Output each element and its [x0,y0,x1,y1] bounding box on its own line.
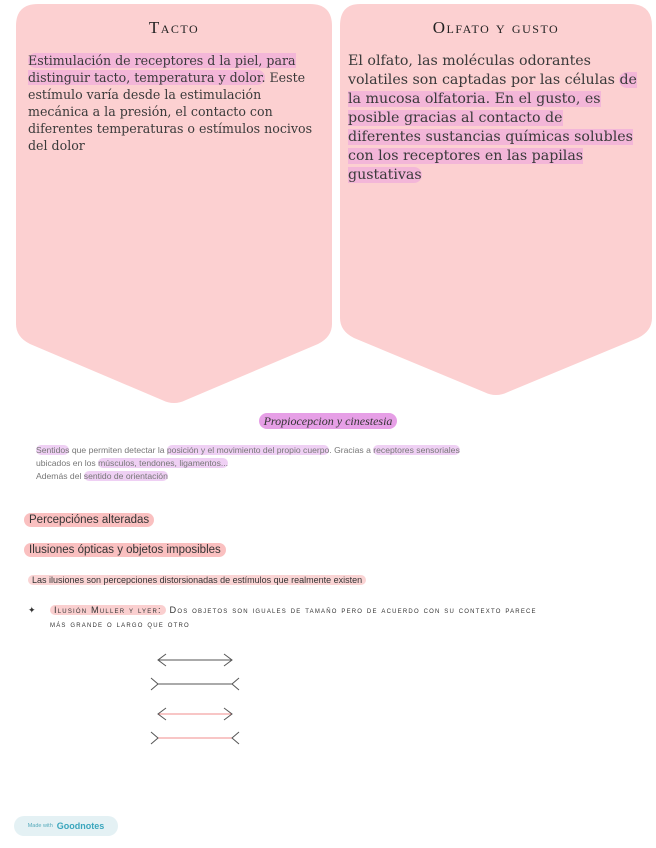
card-tacto-text [28,52,324,154]
prop-seg-3: posición y el movimiento del propio cuerpo [166,445,330,455]
arrow-outward-red [151,732,239,744]
prop-seg-8: Además del [36,471,84,481]
card-olfato-text [348,52,638,185]
arrow-inward-red [158,708,232,720]
propiocepcion-title [0,414,656,429]
ilusiones-note [28,575,366,585]
illusion-gray-pair [151,654,239,690]
percepciones-heading [24,514,154,526]
card-tacto-title: Tacto [148,18,200,37]
prop-seg-2: que permiten detectar la [69,445,167,455]
prop-seg-7: músculos, tendones, ligamentos... [98,458,229,468]
card-olfato-text-a: El olfato, las moléculas odorantes volatiles son captadas por las células [348,53,620,88]
arrow-outward-gray [151,678,239,690]
prop-seg-1: Sentidos [36,445,70,455]
prop-seg-9: sentido de orientación [83,471,168,481]
bullet-muller-lyer-label: Ilusión Muller y lyer: [50,605,166,615]
muller-lyer-illusion [148,650,248,750]
bullet-muller-lyer [28,603,548,631]
bullet-muller-lyer-text [50,603,548,631]
card-olfato-text-highlight: de la mucosa olfatoria. En el gusto, es posible gracias al contacto de diferentes sustancias químicas solubles con los receptores en las papilas gustativas [348,72,637,183]
illusion-red-pair [151,708,239,744]
propiocepcion-title-text: Propiocepcion y cinestesia [259,413,398,429]
goodnotes-badge[interactable] [14,816,118,836]
propiocepcion-paragraph [36,444,626,483]
prop-seg-6: ubicados en los [36,458,99,468]
prop-seg-5: receptores sensoriales [373,445,460,455]
prop-seg-4: . Gracias a [329,445,374,455]
card-olfato-title: Olfato y gusto [432,18,560,37]
card-tacto-text-highlight: Estimulación de receptores d la piel, para distinguir tacto, temperatura y dolor. [28,53,296,85]
bullet-star-icon: ✦ [28,605,37,615]
ilusiones-subheading-text: Ilusiones ópticas y objetos imposibles [24,543,226,557]
bullet-muller-lyer-desc: Dos objetos son iguales de tamaño pero de acuerdo con su contexto parece más grande o largo que otro [50,605,537,629]
ilusiones-note-text: Las ilusiones son percepciones distorsionadas de estímulos que realmente existen [28,575,366,585]
badge-brand: Goodnotes [56,821,105,831]
ilusiones-subheading [24,544,226,556]
arrow-inward-gray [158,654,232,666]
card-tacto-text-rest: Eeste estímulo varía desde la estimulación mecánica a la presión, el contacto con diferentes temperaturas o estímulos nocivos del dolor [28,70,313,153]
badge-made-with: Made with [27,823,53,829]
percepciones-heading-text: Percepciónes alteradas [24,513,154,527]
